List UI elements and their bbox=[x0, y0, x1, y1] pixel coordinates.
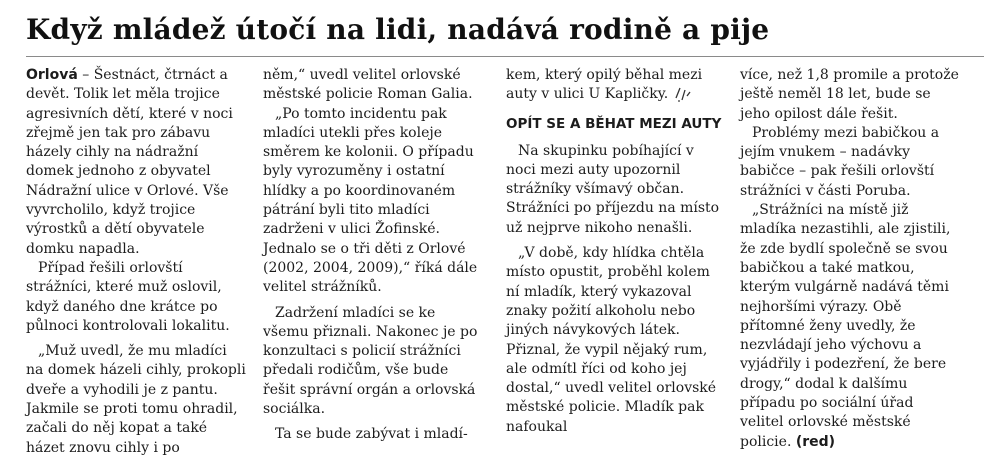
paragraph: něm,“ uvedl velitel orlovské městské policie Roman Galia. bbox=[263, 67, 473, 103]
paragraph: „Muž uvedl, že mu mladíci na domek házeli cihly, prokopli dveře a vyhodili je z pantu. Jakmile se proti tomu ohradil, začali do něj kopat a také házet znovu cihly i po bbox=[26, 343, 246, 456]
article-column-2 bbox=[263, 66, 483, 445]
paragraph: Problémy mezi babičkou a jejím vnukem – nadávky babičce – pak řešili orlovští strážníci v části Poruba. bbox=[740, 124, 940, 199]
paragraph bbox=[26, 66, 246, 259]
paragraph: kem, který opilý běhal mezi auty v ulici U Kapličky. bbox=[506, 67, 703, 103]
article-headline: Když mládež útočí na lidi, nadává rodině a pije bbox=[26, 13, 770, 46]
paragraph: Případ řešili orlovští strážníci, které muž oslovil, když daného dne krátce po půlnoci kontrolovali lokalitu. bbox=[26, 259, 230, 334]
article-column-4 bbox=[740, 66, 960, 452]
paragraph-text: „Strážníci na místě již mladíka nezastihli, ale zjistili, že zde bydlí společně se svou babičkou a také matkou, kterým vulgárně nadává těmi nejhoršími výrazy. Obě přítomné ženy uvedly, že nezvládají jeho výchovu a vyjádřily i podezření, že bere drogy,“ dodal k dalšímu případu po sociální úřad velitel orlovské městské policie. bbox=[740, 202, 951, 450]
paragraph: Ta se bude zabývat i mladí- bbox=[275, 426, 468, 443]
paragraph bbox=[740, 201, 960, 452]
paragraph-text: – Šestnáct, čtrnáct a devět. Tolik let měla trojice agresivních dětí, které v noci zřejmě jen tak pro zábavu házely cihly na nádražní domek jednoho z obyvatel Nádražní ulice v Orlové. Vše vyvrcholilo, když trojice výrostků a dětí obyvatele domku napadla. bbox=[26, 67, 233, 257]
paragraph: Na skupinku pobíhající v noci mezi auty upozornil strážníky všímavý občan. Strážníci po příjezdu na místo už nejprve nikoho nenašli. bbox=[506, 142, 720, 236]
byline-location: Orlová bbox=[26, 67, 78, 83]
section-subheading: OPÍT SE A BĚHAT MEZI AUTY bbox=[506, 115, 722, 132]
article-column-3 bbox=[506, 66, 726, 437]
paragraph: Zadržení mladíci se ke všemu přiznali. Nakonec je po konzultaci s policií strážníci předali rodičům, vše bude řešit správní orgán a orlovská sociálka. bbox=[263, 304, 478, 418]
pen-mark-scribble bbox=[672, 82, 694, 104]
article-column-1 bbox=[26, 66, 246, 458]
author-signature: (red) bbox=[795, 433, 836, 450]
paragraph: více, než 1,8 promile a protože ještě neměl 18 let, bude se jeho opilost dále řešit. bbox=[740, 67, 959, 122]
headline-divider bbox=[26, 56, 984, 57]
paragraph: „Po tomto incidentu pak mladíci utekli přes koleje směrem ke kolonii. O případu byly vyrozuměny i ostatní hlídky a po koordinovaném pátrání byli tito mladíci zadrženi v ulici Žofinské. Jednalo se o tři děti z Orlové (2002, 2004, 2009),“ říká dále velitel strážníků. bbox=[263, 105, 478, 296]
paragraph: „V době, kdy hlídka chtěla místo opustit, proběhl kolem ní mladík, který vykazoval znaky požití alkoholu nebo jiných návykových látek. Přiznal, že vypil nějaký rum, ale odmítl říci od koho jej dostal,“ uvedl velitel orlovské městské policie. Mladík pak nafoukal bbox=[506, 245, 717, 435]
